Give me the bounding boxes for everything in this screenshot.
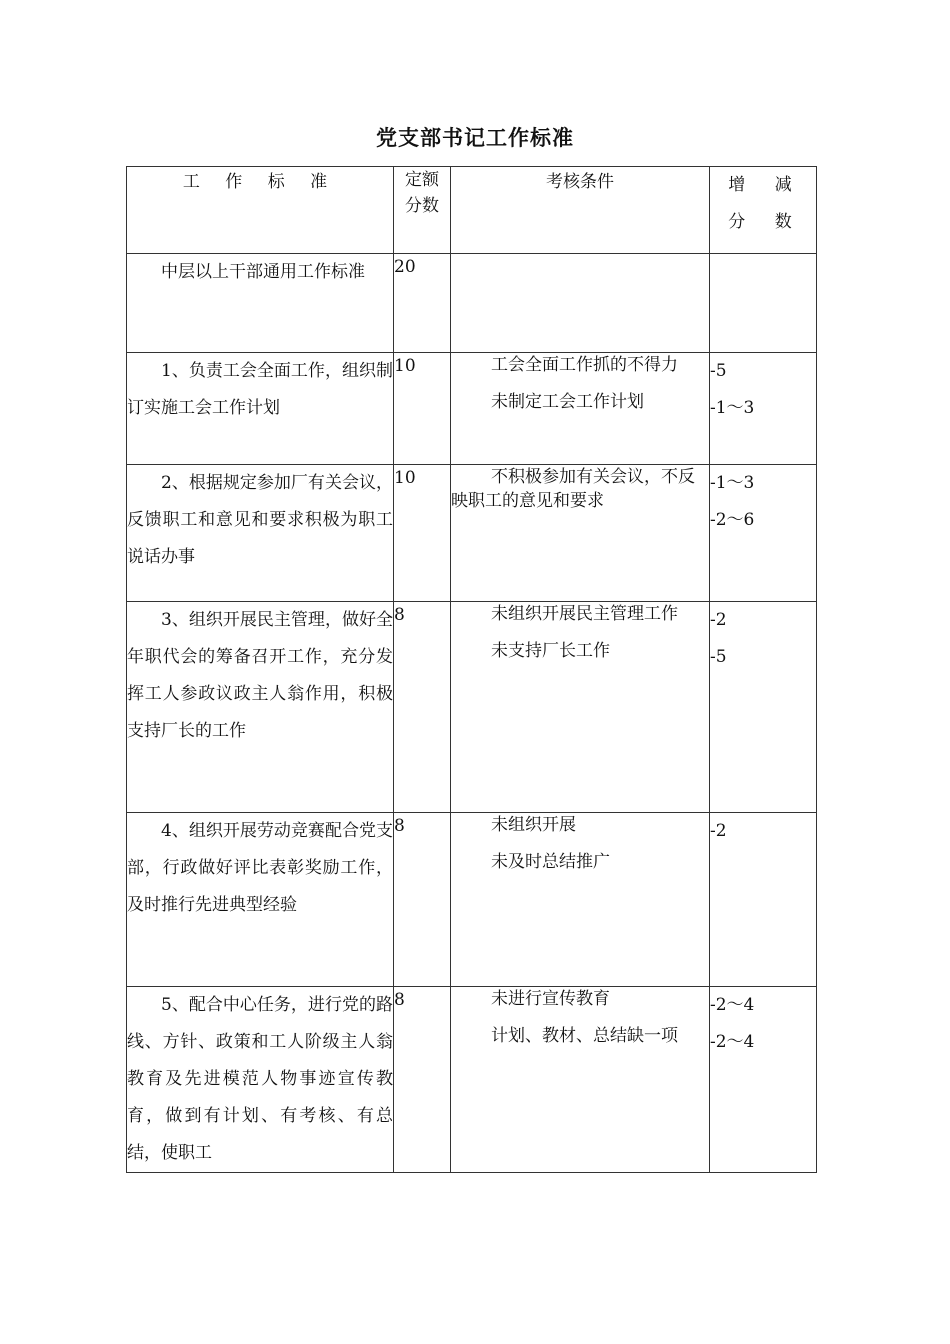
adjust-item: -1～3 [710,473,755,493]
standard-cell [127,813,394,987]
condition-item: 未组织开展 [491,815,576,835]
adjust-item: -2 [710,610,727,630]
header-condition: 考核条件 [451,167,710,254]
standard-text: 5、配合中心任务，进行党的路线、方针、政策和工人阶级主人翁教育及先进模范人物事迹宣传教育，做到有计划、有考核、有总结，使职工 [127,995,393,1163]
condition-item: 工会全面工作抓的不得力 [491,355,678,375]
condition-item: 未支持厂长工作 [491,641,610,661]
condition-item: 计划、教材、总结缺一项 [491,1026,678,1046]
condition-cell [451,353,710,465]
standard-cell [127,987,394,1173]
header-quota [394,167,451,254]
quota-cell: 8 [394,813,451,987]
adjust-cell [710,254,817,353]
condition-cell [451,465,710,602]
standard-cell [127,465,394,602]
header-standard: 工 作 标 准 [127,167,394,254]
quota-cell: 20 [394,254,451,353]
adjust-item: -5 [710,361,727,381]
table-row [127,254,817,353]
header-adjust-line2: 分 数 [728,212,804,232]
header-quota-line2: 分数 [405,196,439,216]
quota-cell: 10 [394,353,451,465]
condition-item: 不积极参加有关会议，不反映职工的意见和要求 [451,467,695,511]
quota-cell: 8 [394,602,451,813]
standard-text: 中层以上干部通用工作标准 [161,262,365,282]
condition-item: 未及时总结推广 [491,852,610,872]
header-adjust [710,167,817,254]
condition-cell [451,813,710,987]
table-row [127,353,817,465]
condition-cell [451,987,710,1173]
condition-cell [451,254,710,353]
standard-text: 3、组织开展民主管理，做好全年职代会的筹备召开工作，充分发挥工人参政议政主人翁作用，积极支持厂长的工作 [127,610,393,741]
standard-cell [127,353,394,465]
table-row [127,602,817,813]
quota-cell: 10 [394,465,451,602]
work-standard-table [126,166,817,1173]
condition-item: 未进行宣传教育 [491,989,610,1009]
table-row [127,987,817,1173]
adjust-cell [710,465,817,602]
header-quota-line1: 定额 [405,170,439,190]
quota-cell: 8 [394,987,451,1173]
adjust-cell [710,602,817,813]
table-header-row [127,167,817,254]
adjust-cell [710,353,817,465]
table-row [127,465,817,602]
header-adjust-line1: 增 减 [728,175,804,195]
adjust-item: -5 [710,647,727,667]
condition-item: 未组织开展民主管理工作 [491,604,678,624]
standard-cell [127,254,394,353]
adjust-item: -2～4 [710,995,755,1015]
document-title: 党支部书记工作标准 [376,125,574,150]
standard-text: 1、负责工会全面工作，组织制订实施工会工作计划 [127,361,393,418]
adjust-cell [710,813,817,987]
adjust-item: -2 [710,821,727,841]
standard-cell [127,602,394,813]
condition-item: 未制定工会工作计划 [491,392,644,412]
adjust-item: -2～6 [710,510,755,530]
adjust-cell [710,987,817,1173]
condition-cell [451,602,710,813]
standard-text: 2、根据规定参加厂有关会议，反馈职工和意见和要求积极为职工说话办事 [127,473,393,567]
table-row [127,813,817,987]
adjust-item: -1～3 [710,398,755,418]
standard-text: 4、组织开展劳动竞赛配合党支部，行政做好评比表彰奖励工作，及时推行先进典型经验 [127,821,393,915]
adjust-item: -2～4 [710,1032,755,1052]
